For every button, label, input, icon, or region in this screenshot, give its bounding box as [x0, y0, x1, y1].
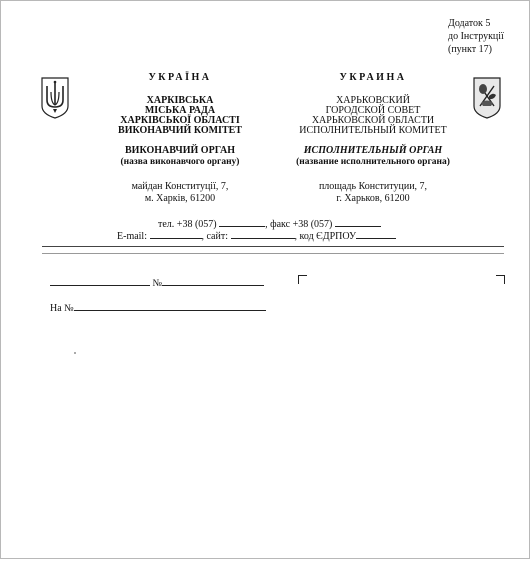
annex-line-3: (пункт 17) — [448, 44, 492, 55]
header-separator-line-1 — [42, 246, 504, 247]
council-line-4-ua: ВИКОНАВЧИЙ КОМІТЕТ — [118, 125, 242, 136]
organ-note-ru: (название исполнительного органа) — [296, 157, 450, 167]
country-name-ua: УКРАЇНА — [148, 72, 212, 83]
kharkiv-city-coat-of-arms-icon — [472, 76, 502, 120]
site-blank — [231, 229, 295, 239]
tel-label: тел. +38 (057) — [158, 219, 217, 230]
date-blank — [50, 276, 150, 286]
addressee-corner-left — [298, 275, 307, 284]
site-label: , сайт: — [201, 231, 228, 242]
organ-name-ua: ВИКОНАВЧИЙ ОРГАН — [125, 145, 235, 156]
email-blank — [150, 229, 202, 239]
number-sign: № — [152, 278, 163, 289]
organ-name-ru: ИСПОЛНИТЕЛЬНЫЙ ОРГАН — [303, 145, 443, 156]
fax-label: , факс +38 (057) — [265, 219, 333, 230]
reply-blank — [74, 301, 266, 311]
council-line-2-ru: ГОРОДСКОЙ СОВЕТ — [325, 105, 421, 116]
reply-label: На № — [50, 303, 74, 314]
council-line-3-ru: ХАРЬКОВСКОЙ ОБЛАСТИ — [311, 115, 435, 126]
country-name-ru: УКРАИНА — [339, 72, 407, 83]
council-line-3-ua: ХАРКІВСЬКОЇ ОБЛАСТІ — [120, 115, 240, 126]
annex-line-1: Додаток 5 — [448, 18, 491, 29]
council-line-4-ru: ИСПОЛНИТЕЛЬНЫЙ КОМИТЕТ — [299, 125, 447, 136]
address-line-2-ru: г. Харьков, 61200 — [336, 193, 410, 204]
addressee-corner-right — [496, 275, 505, 284]
email-site-code-line — [117, 229, 396, 242]
address-line-2-ua: м. Харків, 61200 — [144, 193, 216, 204]
code-label: , код ЄДРПОУ — [294, 231, 357, 242]
council-line-1-ru: ХАРЬКОВСКИЙ — [336, 95, 410, 106]
council-line-1-ua: ХАРКІВСЬКА — [146, 95, 214, 106]
tel-blank — [219, 217, 265, 227]
fax-blank — [335, 217, 381, 227]
header-separator-line-2 — [42, 253, 504, 254]
annex-line-2: до Інструкції — [448, 31, 504, 42]
annex-note — [448, 17, 532, 56]
scan-speck — [74, 352, 76, 354]
address-line-1-ua: майдан Конституції, 7, — [131, 181, 229, 192]
reply-to-line — [50, 301, 266, 314]
outgoing-number-line — [50, 276, 264, 289]
council-line-2-ua: МІСЬКА РАДА — [144, 105, 216, 116]
address-line-1-ru: площадь Конституции, 7, — [318, 181, 428, 192]
code-blank — [356, 229, 396, 239]
email-label: E-mail: — [117, 231, 147, 242]
trident-coat-of-arms-icon — [40, 76, 70, 120]
number-blank — [162, 276, 264, 286]
organ-note-ua: (назва виконавчого органу) — [120, 157, 240, 167]
